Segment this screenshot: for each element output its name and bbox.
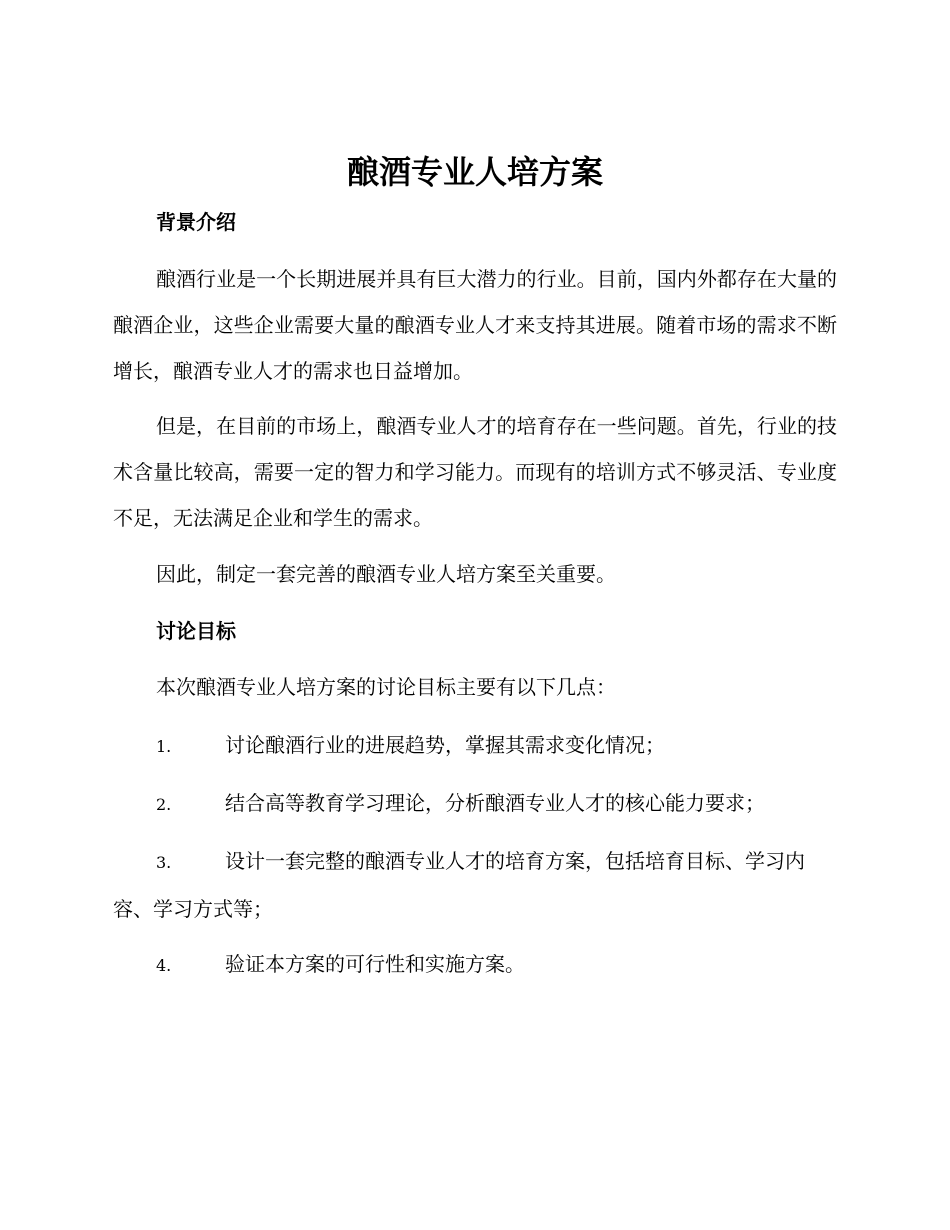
paragraph: 酿酒行业是一个长期进展并具有巨大潜力的行业。目前，国内外都存在大量的酿酒企业，这些企业需要大量的酿酒专业人才来支持其进展。随着市场的需求不断增长，酿酒专业人才的需求也日益增加。: [113, 267, 837, 383]
section-heading-background: 背景介绍: [156, 210, 236, 234]
list-item: [113, 780, 837, 828]
goals-intro: 本次酿酒专业人培方案的讨论目标主要有以下几点：: [156, 675, 616, 699]
list-item: [113, 838, 837, 932]
paragraph: 因此，制定一套完善的酿酒专业人培方案至关重要。: [156, 562, 616, 586]
list-item-number: 3.: [156, 853, 172, 872]
section-heading-goals: 讨论目标: [156, 619, 236, 643]
list-item-text: 结合高等教育学习理论，分析酿酒专业人才的核心能力要求；: [225, 791, 765, 815]
list-item-number: 4.: [156, 956, 172, 975]
paragraph: 但是，在目前的市场上，酿酒专业人才的培育存在一些问题。首先，行业的技术含量比较高，需要一定的智力和学习能力。而现有的培训方式不够灵活、专业度不足，无法满足企业和学生的需求。: [113, 414, 837, 530]
list-item-text: 设计一套完整的酿酒专业人才的培育方案，包括培育目标、学习内容、学习方式等；: [113, 849, 805, 921]
list-item-number: 1.: [156, 737, 172, 756]
list-item-text: 验证本方案的可行性和实施方案。: [225, 952, 525, 976]
list-item: [113, 722, 837, 770]
list-item-number: 2.: [156, 795, 172, 814]
list-item: [113, 941, 837, 989]
list-item-text: 讨论酿酒行业的进展趋势，掌握其需求变化情况；: [225, 733, 665, 757]
document-title: 酿酒专业人培方案: [346, 153, 603, 191]
